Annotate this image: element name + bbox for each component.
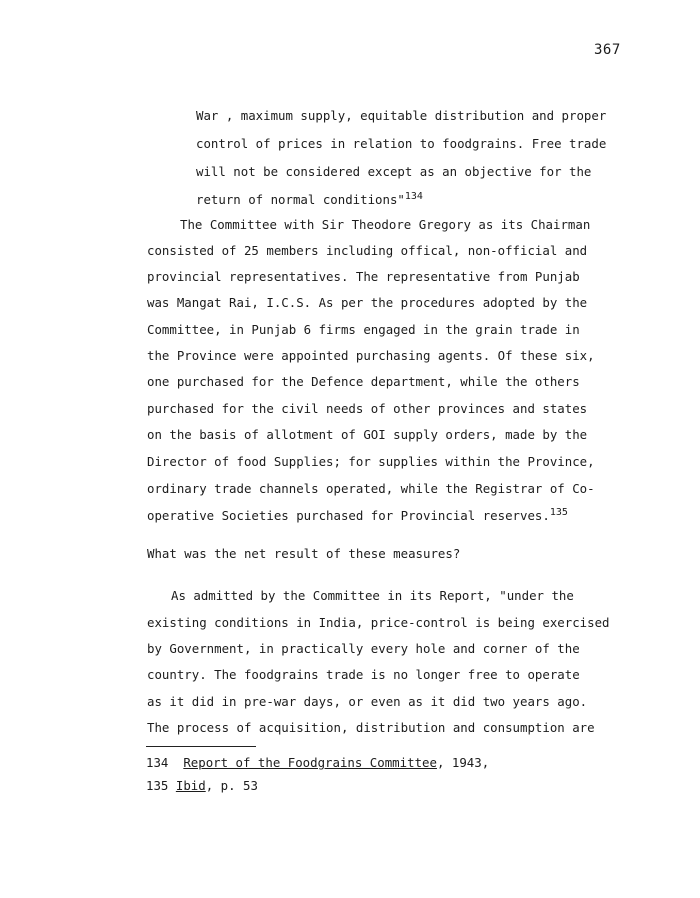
paragraph-line: Committee, in Punjab 6 firms engaged in the grain trade in [147,322,580,337]
paragraph-text: operative Societies purchased for Provincial reserves. [147,508,550,523]
footnote-number: 134 [146,755,169,770]
quote-line: will not be considered except as an objective for the [196,164,592,179]
paragraph-line: existing conditions in India, price-control is being exercised [147,615,610,630]
paragraph-line: on the basis of allotment of GOI supply orders, made by the [147,427,588,442]
paragraph-line: as it did in pre-war days, or even as it did two years ago. [147,694,588,709]
paragraph-line: The process of acquisition, distribution and consumption are [147,720,595,735]
paragraph-line: provincial representatives. The representative from Punjab [147,269,580,284]
paragraph-line: country. The foodgrains trade is no longer free to operate [147,667,580,682]
footnote-divider [146,746,256,747]
page-number: 367 [594,42,621,58]
paragraph-first-line: The Committee with Sir Theodore Gregory as its Chairman [180,217,591,232]
paragraph-line: one purchased for the Defence department, while the others [147,374,580,389]
quote-line: control of prices in relation to foodgrains. Free trade [196,136,607,151]
footnote-detail: , p. 53 [205,778,258,793]
paragraph-first-line: As admitted by the Committee in its Report, "under the [171,588,574,603]
paragraph-line: by Government, in practically every hole and corner of the [147,641,580,656]
footnote-reference: Report of the Foodgrains Committee [183,755,437,770]
footnote-marker: 135 [549,507,568,518]
paragraph-line: ordinary trade channels operated, while the Registrar of Co- [147,481,595,496]
question-line: What was the net result of these measures? [147,546,461,561]
footnote-135 [146,778,258,794]
quote-line: War , maximum supply, equitable distribution and proper [196,108,607,123]
paragraph-line: consisted of 25 members including offical, non-official and [147,243,588,258]
footnote-reference: Ibid [175,778,206,793]
paragraph-line: purchased for the civil needs of other provinces and states [147,401,588,416]
footnote-134 [146,755,489,771]
quote-line-last [196,192,423,208]
paragraph-last-line [147,508,568,524]
paragraph-line: the Province were appointed purchasing agents. Of these six, [147,348,595,363]
paragraph-line: Director of food Supplies; for supplies within the Province, [147,454,595,469]
quote-text: return of normal conditions" [196,192,405,207]
footnote-number: 135 [146,778,169,793]
paragraph-line: was Mangat Rai, I.C.S. As per the procedures adopted by the [147,295,588,310]
footnote-detail: , 1943, [436,755,490,770]
footnote-marker: 134 [404,191,423,202]
